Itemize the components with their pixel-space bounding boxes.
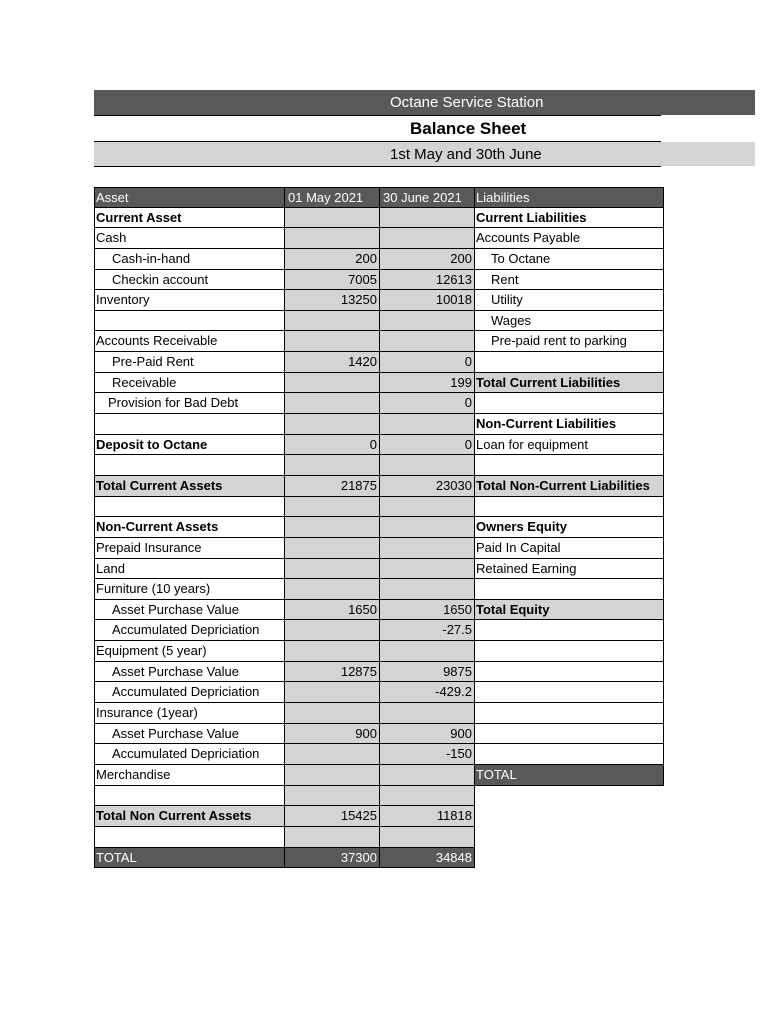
may-cell[interactable] (285, 517, 380, 538)
may-cell[interactable] (285, 414, 380, 435)
table-row (94, 559, 664, 580)
june-cell[interactable]: 23030 (380, 476, 475, 497)
liability-cell[interactable] (475, 579, 664, 600)
june-cell[interactable] (380, 455, 475, 476)
june-cell[interactable]: 900 (380, 724, 475, 745)
may-cell[interactable]: 21875 (285, 476, 380, 497)
may-cell[interactable] (285, 827, 380, 848)
june-cell[interactable] (380, 517, 475, 538)
june-cell[interactable]: 0 (380, 352, 475, 373)
liability-cell[interactable]: Loan for equipment (475, 435, 664, 456)
june-cell[interactable] (380, 311, 475, 332)
may-cell[interactable]: 15425 (285, 806, 380, 827)
june-cell[interactable] (380, 579, 475, 600)
may-cell[interactable]: 0 (285, 435, 380, 456)
column-header-may[interactable]: 01 May 2021 (285, 187, 380, 208)
table-row (94, 786, 664, 807)
may-cell[interactable] (285, 703, 380, 724)
june-cell[interactable] (380, 703, 475, 724)
table-row (94, 331, 664, 352)
asset-cell[interactable]: Asset Purchase Value (94, 600, 285, 621)
may-cell[interactable] (285, 311, 380, 332)
liability-cell[interactable] (475, 682, 664, 703)
june-cell[interactable] (380, 331, 475, 352)
may-cell[interactable]: 37300 (285, 848, 380, 869)
june-cell[interactable]: 0 (380, 435, 475, 456)
liability-cell[interactable]: TOTAL (475, 765, 664, 786)
liability-cell[interactable] (475, 827, 664, 848)
asset-cell[interactable]: Deposit to Octane (94, 435, 285, 456)
sheet-title: Balance Sheet (410, 119, 527, 138)
company-name: Octane Service Station (390, 94, 544, 111)
may-cell[interactable]: 13250 (285, 290, 380, 311)
asset-cell[interactable]: Equipment (5 year) (94, 641, 285, 662)
asset-cell[interactable] (94, 414, 285, 435)
table-row (94, 435, 664, 456)
column-header-liabilities[interactable]: Liabilities (475, 187, 664, 208)
asset-cell[interactable]: Merchandise (94, 765, 285, 786)
liability-cell[interactable] (475, 848, 664, 869)
asset-cell[interactable]: Non-Current Assets (94, 517, 285, 538)
liability-cell[interactable]: Pre-paid rent to parking (475, 331, 664, 352)
liability-cell[interactable]: Total Current Liabilities (475, 373, 664, 394)
june-cell[interactable] (380, 538, 475, 559)
may-cell[interactable] (285, 373, 380, 394)
sheet-title-bar (94, 115, 661, 142)
asset-cell[interactable] (94, 455, 285, 476)
liability-cell[interactable] (475, 393, 664, 414)
june-cell[interactable] (380, 497, 475, 518)
balance-sheet-table (94, 187, 664, 868)
asset-cell[interactable]: Insurance (1year) (94, 703, 285, 724)
table-row (94, 249, 664, 270)
may-cell[interactable] (285, 786, 380, 807)
liability-cell[interactable]: Paid In Capital (475, 538, 664, 559)
may-cell[interactable]: 1420 (285, 352, 380, 373)
table-row (94, 827, 664, 848)
company-title-bar (94, 90, 661, 115)
liability-cell[interactable]: To Octane (475, 249, 664, 270)
may-cell[interactable] (285, 497, 380, 518)
asset-cell[interactable]: Pre-Paid Rent (94, 352, 285, 373)
table-row (94, 620, 664, 641)
liability-cell[interactable]: Owners Equity (475, 517, 664, 538)
may-cell[interactable]: 200 (285, 249, 380, 270)
june-cell[interactable]: 200 (380, 249, 475, 270)
asset-cell[interactable]: Asset Purchase Value (94, 662, 285, 683)
liability-cell[interactable] (475, 724, 664, 745)
table-row (94, 765, 664, 786)
table-row (94, 311, 664, 332)
may-cell[interactable]: 1650 (285, 600, 380, 621)
table-row (94, 393, 664, 414)
column-header-asset[interactable]: Asset (94, 187, 285, 208)
table-row (94, 600, 664, 621)
period-bar-extension (661, 142, 755, 166)
june-cell[interactable]: -429.2 (380, 682, 475, 703)
liability-cell[interactable] (475, 352, 664, 373)
asset-cell[interactable]: Checkin account (94, 270, 285, 291)
june-cell[interactable]: 12613 (380, 270, 475, 291)
may-cell[interactable] (285, 682, 380, 703)
june-cell[interactable]: 10018 (380, 290, 475, 311)
liability-cell[interactable]: Accounts Payable (475, 228, 664, 249)
liability-cell[interactable]: Utility (475, 290, 664, 311)
june-cell[interactable] (380, 827, 475, 848)
asset-cell[interactable]: Cash (94, 228, 285, 249)
asset-cell[interactable]: Asset Purchase Value (94, 724, 285, 745)
table-row (94, 703, 664, 724)
asset-cell[interactable]: Total Non Current Assets (94, 806, 285, 827)
liability-cell[interactable]: Total Non-Current Liabilities (475, 476, 664, 497)
liability-cell[interactable]: Current Liabilities (475, 208, 664, 229)
june-cell[interactable]: 199 (380, 373, 475, 394)
asset-cell[interactable]: Inventory (94, 290, 285, 311)
may-cell[interactable] (285, 641, 380, 662)
table-header-row (94, 187, 664, 208)
may-cell[interactable] (285, 620, 380, 641)
table-row (94, 476, 664, 497)
june-cell[interactable]: 0 (380, 393, 475, 414)
june-cell[interactable]: 34848 (380, 848, 475, 869)
table-row (94, 352, 664, 373)
table-row (94, 744, 664, 765)
may-cell[interactable]: 12875 (285, 662, 380, 683)
liability-cell[interactable] (475, 620, 664, 641)
period-bar (94, 142, 661, 167)
table-row (94, 538, 664, 559)
may-cell[interactable] (285, 331, 380, 352)
table-row (94, 455, 664, 476)
asset-cell[interactable]: TOTAL (94, 848, 285, 869)
asset-cell[interactable]: Land (94, 559, 285, 580)
asset-cell[interactable] (94, 311, 285, 332)
june-cell[interactable] (380, 414, 475, 435)
liability-cell[interactable]: Total Equity (475, 600, 664, 621)
may-cell[interactable] (285, 744, 380, 765)
table-row (94, 373, 664, 394)
june-cell[interactable] (380, 641, 475, 662)
june-cell[interactable]: 1650 (380, 600, 475, 621)
june-cell[interactable] (380, 228, 475, 249)
liability-cell[interactable] (475, 786, 664, 807)
table-row (94, 724, 664, 745)
table-row (94, 848, 664, 869)
liability-cell[interactable] (475, 455, 664, 476)
table-row (94, 497, 664, 518)
asset-cell[interactable]: Accumulated Depriciation (94, 620, 285, 641)
asset-cell[interactable]: Provision for Bad Debt (94, 393, 285, 414)
liability-cell[interactable]: Rent (475, 270, 664, 291)
asset-cell[interactable]: Current Asset (94, 208, 285, 229)
column-header-june[interactable]: 30 June 2021 (380, 187, 475, 208)
table-row (94, 641, 664, 662)
june-cell[interactable] (380, 786, 475, 807)
table-row (94, 228, 664, 249)
liability-cell[interactable] (475, 641, 664, 662)
liability-cell[interactable] (475, 662, 664, 683)
asset-cell[interactable]: Receivable (94, 373, 285, 394)
liability-cell[interactable] (475, 703, 664, 724)
table-row (94, 662, 664, 683)
asset-cell[interactable]: Accounts Receivable (94, 331, 285, 352)
table-row (94, 290, 664, 311)
asset-cell[interactable]: Accumulated Depriciation (94, 744, 285, 765)
table-row (94, 208, 664, 229)
table-row (94, 517, 664, 538)
may-cell[interactable]: 900 (285, 724, 380, 745)
june-cell[interactable] (380, 208, 475, 229)
asset-cell[interactable]: Furniture (10 years) (94, 579, 285, 600)
may-cell[interactable] (285, 393, 380, 414)
june-cell[interactable]: 9875 (380, 662, 475, 683)
june-cell[interactable]: -27.5 (380, 620, 475, 641)
table-row (94, 682, 664, 703)
title-bar-extension (661, 90, 755, 115)
asset-cell[interactable] (94, 827, 285, 848)
may-cell[interactable] (285, 455, 380, 476)
may-cell[interactable] (285, 765, 380, 786)
table-row (94, 579, 664, 600)
june-cell[interactable]: 11818 (380, 806, 475, 827)
june-cell[interactable] (380, 559, 475, 580)
may-cell[interactable] (285, 559, 380, 580)
table-row (94, 414, 664, 435)
may-cell[interactable] (285, 579, 380, 600)
liability-cell[interactable] (475, 806, 664, 827)
liability-cell[interactable]: Retained Earning (475, 559, 664, 580)
june-cell[interactable]: -150 (380, 744, 475, 765)
liability-cell[interactable]: Non-Current Liabilities (475, 414, 664, 435)
may-cell[interactable]: 7005 (285, 270, 380, 291)
liability-cell[interactable]: Wages (475, 311, 664, 332)
asset-cell[interactable] (94, 497, 285, 518)
liability-cell[interactable] (475, 744, 664, 765)
asset-cell[interactable]: Accumulated Depriciation (94, 682, 285, 703)
table-row (94, 806, 664, 827)
asset-cell[interactable]: Total Current Assets (94, 476, 285, 497)
asset-cell[interactable]: Prepaid Insurance (94, 538, 285, 559)
asset-cell[interactable] (94, 786, 285, 807)
june-cell[interactable] (380, 765, 475, 786)
may-cell[interactable] (285, 538, 380, 559)
may-cell[interactable] (285, 228, 380, 249)
liability-cell[interactable] (475, 497, 664, 518)
may-cell[interactable] (285, 208, 380, 229)
table-row (94, 270, 664, 291)
period-label: 1st May and 30th June (390, 146, 542, 163)
asset-cell[interactable]: Cash-in-hand (94, 249, 285, 270)
